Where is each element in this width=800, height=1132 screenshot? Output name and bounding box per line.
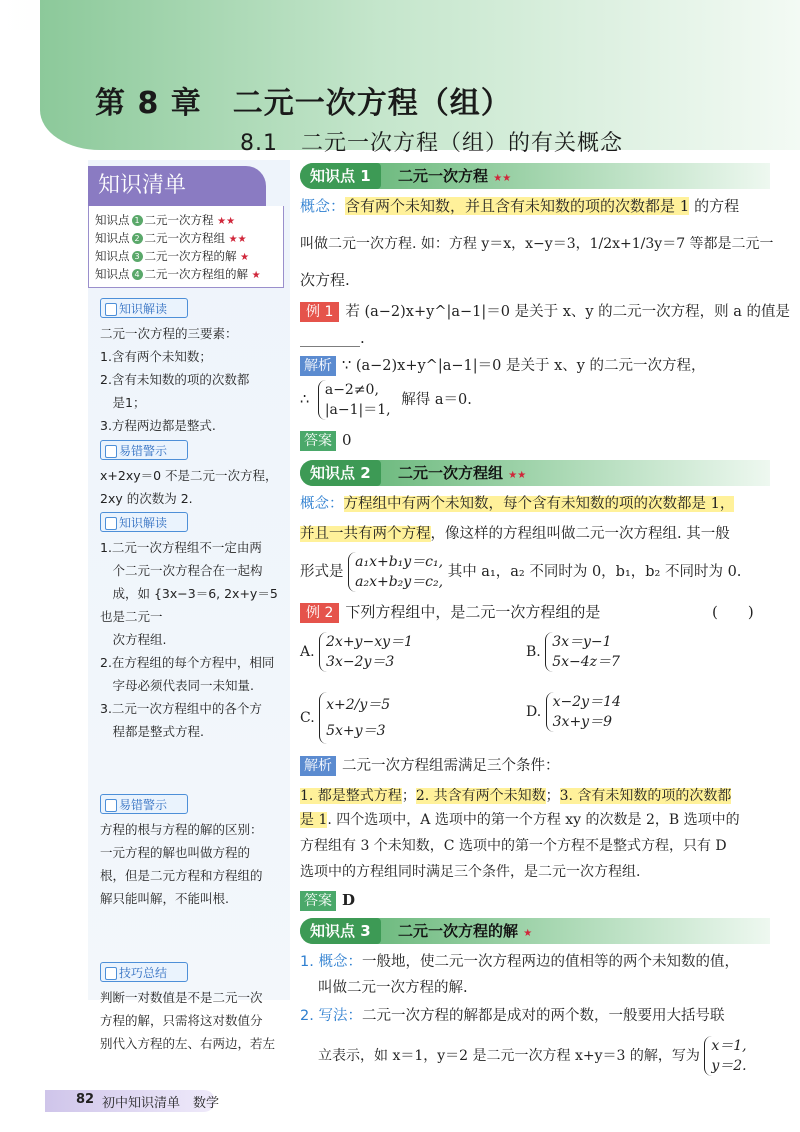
note-tag: 知识解读 [100, 298, 188, 318]
toc-label: 二元一次方程组 [144, 231, 225, 245]
kp2-solution-body3: 选项中的方程组同时满足三个条件，是二元一次方程组. [300, 864, 641, 880]
note-line: 一元方程的解也叫做方程的 [100, 845, 251, 860]
system-eq: 3x+y＝9 [552, 714, 612, 730]
system-eq: a₂x+b₂y＝c₂, [355, 574, 444, 590]
toc-num: 3 [132, 251, 143, 262]
toc-prefix: 知识点 [95, 249, 130, 263]
system-brace [545, 632, 620, 672]
system-eq: 5x+y＝3 [326, 723, 386, 739]
note-line: 成，如 {3x−3＝6, 2x+y＝5 也是二元一 [100, 586, 278, 624]
note-body [100, 986, 282, 1055]
system-eq: a₁x+b₁y＝c₁, [355, 554, 444, 570]
toc-label: 二元一次方程的解 [144, 249, 237, 263]
note-line: 2.含有未知数的项的次数都 [100, 372, 250, 387]
therefore-symbol: ∴ [300, 392, 310, 408]
note-line: 二元一次方程的三要素： [100, 326, 238, 341]
system-eq: 3x＝y−1 [552, 634, 612, 650]
toc-prefix: 知识点 [95, 267, 130, 281]
star-icon: ★ [251, 270, 261, 281]
note-body [100, 322, 282, 437]
solution-text: . 四个选项中，A 选项中的第一个方程 xy 的次数是 2，B 选项中的 [327, 812, 740, 828]
option-letter: D. [526, 704, 542, 720]
kp1-solution-system [300, 380, 472, 420]
chapter-title: 第 8 章 二元一次方程（组） [95, 86, 512, 121]
section-title: 8.1 二元一次方程（组）的有关概念 [240, 131, 623, 156]
form-rest: 其中 a₁，a₂ 不同时为 0，b₁，b₂ 不同时为 0. [447, 564, 742, 580]
option-letter: C. [300, 710, 315, 726]
note-line: 字母必须代表同一未知量. [100, 678, 254, 693]
note-line: 判断一对数值是不是二元一次 [100, 990, 263, 1005]
kp2-general-form [300, 552, 741, 592]
option-letter: A. [300, 644, 315, 660]
note-line: 3.方程两边都是整式. [100, 418, 216, 433]
system-brace [546, 692, 621, 732]
kp1-header [300, 163, 770, 189]
kp1-title [398, 163, 511, 192]
kp2-answer [300, 884, 355, 916]
solution-result: 解得 a＝0. [401, 392, 472, 408]
note-line: 别代入方程的左、右两边，若左 [100, 1036, 276, 1051]
system-eq: 3x−2y＝3 [326, 654, 395, 670]
system-eq: 2x+y−xy＝1 [326, 634, 413, 650]
option-letter: B. [526, 644, 541, 660]
toc-item[interactable] [95, 248, 249, 264]
kp2-header [300, 460, 770, 486]
note-line: 根，但是二元方程和方程组的 [100, 868, 263, 883]
page-number: 82 [76, 1092, 95, 1107]
solution-line: ∵ (a−2)x+y^|a−1|＝0 是关于 x、y 的二元一次方程， [342, 358, 706, 374]
kp2-title [398, 460, 526, 489]
kp3-title-text: 二元一次方程的解 [398, 922, 519, 940]
footer-title: 初中知识清单 数学 [102, 1096, 220, 1111]
star-icon: ★ [240, 252, 250, 263]
form-prefix: 形式是 [300, 564, 344, 580]
kp2-example [300, 596, 770, 628]
star-icon: ★★ [217, 216, 236, 227]
item-number: 2. 写法： [300, 1008, 362, 1024]
note-body [100, 536, 282, 743]
example-text: 若 (a−2)x+y^|a−1|＝0 是关于 x、y 的二元一次方程，则 a 的值是 [345, 304, 791, 320]
system-eq: y＝2. [711, 1058, 747, 1074]
toc-prefix: 知识点 [95, 213, 130, 227]
item-text: 立表示，如 x＝1，y＝2 是二元一次方程 x+y＝3 的解，写为 [318, 1048, 700, 1064]
kp1-answer [300, 424, 352, 456]
note-line: 是1； [100, 395, 146, 410]
note-line: 2xy 的次数为 2. [100, 491, 193, 506]
system-eq: x−2y＝14 [552, 694, 621, 710]
kp1-label: 知识点 1 [300, 163, 381, 189]
concept-rest: ，像这样的方程组叫做二元一次方程组. 其一般 [430, 526, 730, 542]
system-eq: a−2≠0, [324, 382, 379, 398]
star-icon: ★★ [228, 234, 247, 245]
star-icon: ★★ [508, 470, 527, 481]
item-number: 1. 概念： [300, 954, 362, 970]
system-brace [319, 692, 390, 744]
concept-tag: 概念： [300, 197, 346, 215]
sidebar-title: 知识清单 [88, 166, 266, 206]
item-text: 一般地，使二元一次方程两边的值相等的两个未知数的值， [361, 954, 739, 970]
note-line: 次方程组. [100, 632, 167, 647]
note-line: 1.二元一次方程组不一定由两 [100, 540, 262, 555]
note-tag: 知识解读 [100, 512, 188, 532]
toc-item[interactable] [95, 266, 261, 282]
kp2-solution [300, 750, 770, 782]
solution-tag: 解析 [300, 356, 336, 376]
concept-highlight: 并且一共有两个方程 [300, 526, 431, 542]
note-tag: 易错警示 [100, 440, 188, 460]
condition-2: 2. 共含有两个未知数 [415, 788, 546, 804]
kp2-concept-line2 [300, 518, 775, 550]
kp3-item2 [300, 1000, 775, 1032]
note-body [100, 818, 282, 910]
item-text: 二元一次方程的解都是成对的两个数，一般要用大括号联 [361, 1008, 725, 1024]
option-b[interactable] [526, 632, 620, 672]
kp2-concept [300, 488, 775, 520]
star-icon: ★★ [493, 173, 512, 184]
system-brace [319, 632, 413, 672]
system-brace [318, 380, 391, 420]
example-tag: 例 2 [300, 603, 339, 623]
answer-paren[interactable]: ( ) [712, 603, 754, 621]
option-c[interactable] [300, 692, 390, 744]
note-line: 方程的根与方程的解的区别： [100, 822, 263, 837]
star-icon: ★ [523, 928, 533, 939]
toc-num: 2 [132, 233, 143, 244]
answer-tag: 答案 [300, 891, 336, 911]
kp2-conditions: 1. 都是整式方程；2. 共含有两个未知数；3. 含有未知数的项的次数都 [300, 788, 732, 804]
toc-prefix: 知识点 [95, 231, 130, 245]
kp3-header [300, 918, 770, 944]
kp1-line2: 叫做二元一次方程. 如：方程 y＝x，x−y＝3，1/2x+1/3y＝7 等都是二元一 [300, 236, 774, 252]
option-a[interactable] [300, 632, 413, 672]
note-line: 解只能叫解，不能叫根. [100, 891, 229, 906]
system-eq: |a−1|＝1, [324, 402, 391, 418]
kp2-title-text: 二元一次方程组 [398, 464, 504, 482]
answer-value: D [342, 891, 356, 909]
toc-label: 二元一次方程组的解 [144, 267, 248, 281]
kp1-title-text: 二元一次方程 [398, 167, 489, 185]
condition-3: 3. 含有未知数的项的次数都 [559, 788, 732, 804]
note-line: x+2xy＝0 不是二元一次方程， [100, 468, 278, 483]
system-brace [704, 1036, 746, 1076]
toc-num: 4 [132, 269, 143, 280]
toc-item[interactable] [95, 212, 235, 228]
note-tag: 技巧总结 [100, 962, 188, 982]
option-d[interactable] [526, 692, 621, 732]
note-tag: 易错警示 [100, 794, 188, 814]
example-text: 下列方程组中，是二元一次方程组的是 [345, 603, 601, 621]
concept-tag: 概念： [300, 496, 344, 512]
note-line: 2.在方程组的每个方程中，相同 [100, 655, 275, 670]
toc-label: 二元一次方程 [144, 213, 214, 227]
condition-3-end: 是 1 [300, 812, 328, 828]
answer-value: 0 [342, 431, 352, 449]
solution-intro: 二元一次方程组需满足三个条件： [342, 758, 560, 774]
kp1-line3: 次方程. [300, 271, 350, 289]
system-eq: x+2/y＝5 [326, 697, 391, 713]
condition-1: 1. 都是整式方程 [300, 788, 402, 804]
concept-highlight: 方程组中有两个未知数，每个含有未知数的项的次数都是 1， [343, 496, 735, 512]
system-brace [348, 552, 443, 592]
kp3-label: 知识点 3 [300, 918, 381, 944]
example-tag: 例 1 [300, 302, 339, 322]
concept-rest: 的方程 [689, 197, 740, 215]
kp1-example [300, 296, 791, 328]
note-body [100, 464, 282, 510]
note-line: 个二元一次方程合在一起构 [100, 563, 263, 578]
concept-highlight: 含有两个未知数，并且含有未知数的项的次数都是 1 [345, 197, 690, 215]
kp3-title [398, 918, 532, 947]
kp1-solution [300, 350, 775, 382]
kp1-concept [300, 190, 770, 222]
system-eq: x＝1, [711, 1038, 747, 1054]
kp3-item2-line2 [318, 1036, 747, 1076]
answer-tag: 答案 [300, 431, 336, 451]
solution-tag: 解析 [300, 756, 336, 776]
kp3-item1-line2: 叫做二元一次方程的解. [318, 980, 468, 996]
note-line: 程都是整式方程. [100, 724, 204, 739]
note-line: 1.含有两个未知数； [100, 349, 212, 364]
note-line: 3.二元一次方程组中的各个方 [100, 701, 262, 716]
kp2-solution-body2: 方程组有 3 个未知数，C 选项中的第一个方程不是整式方程，只有 D [300, 838, 727, 854]
note-line: 方程的解，只需将这对数值分 [100, 1013, 263, 1028]
sidebar-toc [88, 206, 284, 288]
kp2-label: 知识点 2 [300, 460, 381, 486]
kp1-blank: ________. [300, 329, 365, 347]
toc-num: 1 [132, 215, 143, 226]
toc-item[interactable] [95, 230, 247, 246]
system-eq: 5x−4z＝7 [552, 654, 620, 670]
